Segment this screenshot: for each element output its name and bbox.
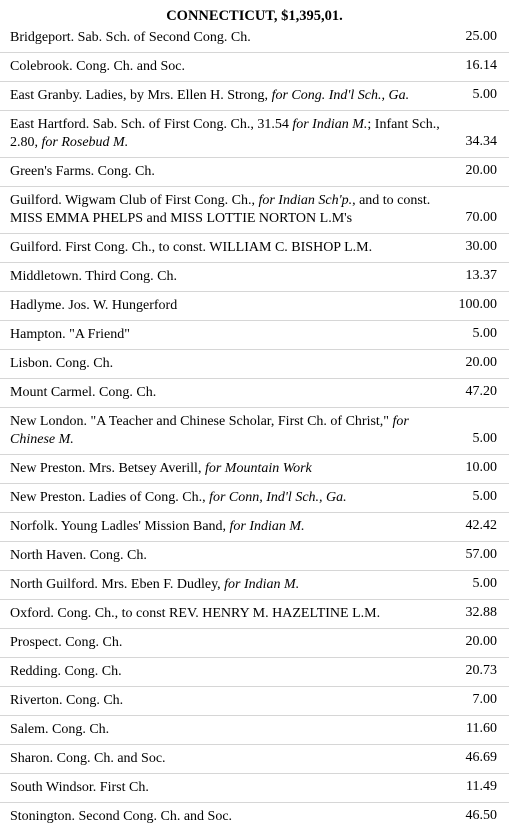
entry-description [10,269,177,284]
contribution-entry [0,233,509,262]
entry-description [10,635,122,650]
entry-text: Norfolk. Young Ladles' Mission Band, [10,519,230,534]
section-title: CONNECTICUT, $1,395,01. [166,8,343,24]
contribution-entry [0,157,509,186]
entry-amount: 57.00 [465,547,497,562]
entry-amount: 5.00 [472,431,497,446]
entry-description [10,490,347,505]
entry-description [10,606,380,621]
contribution-entry [0,802,509,831]
contribution-entry [0,378,509,407]
entry-amount: 20.00 [465,163,497,178]
entry-description [10,751,166,766]
entry-description [10,164,155,179]
entry-text: East Hartford. Sab. Sch. of First Cong. Ch., 31.54 [10,117,293,132]
entry-text: New London. "A Teacher and Chinese Scholar, First Ch. of Christ," [10,414,393,429]
contribution-entry [0,773,509,802]
entry-description [10,30,251,45]
entry-text: Hadlyme. Jos. W. Hungerford [10,298,178,313]
entry-description [10,461,312,476]
entry-text: Mount Carmel. Cong. Ch. [10,385,157,400]
entry-designation: for Cong. Ind'l Sch., Ga. [271,88,410,103]
entry-designation: for Chinese M. [10,414,409,447]
contribution-entry [0,52,509,81]
entry-designation: for Indian M. [229,519,305,534]
entry-designation: for Mountain Work [204,461,312,476]
contribution-entry [0,262,509,291]
entry-description [10,193,430,226]
entry-description [10,577,299,592]
entry-amount: 47.20 [465,384,497,399]
contribution-entry [0,407,509,454]
entry-description [10,693,123,708]
entry-text: Salem. Cong. Ch. [10,722,110,737]
contribution-entry [0,81,509,110]
contribution-entry [0,291,509,320]
contribution-list [0,24,509,831]
entry-description [10,356,113,371]
entry-text-continued: , and to const. MISS EMMA PHELPS and MISS LOTTIE NORTON L.M's [10,193,431,226]
entry-text: Middletown. Third Cong. Ch. [10,269,177,284]
entry-amount: 13.37 [465,268,497,283]
contribution-entry [0,483,509,512]
entry-amount: 25.00 [465,29,497,44]
entry-text: Stonington. Second Cong. Ch. and Soc. [10,809,233,824]
entry-amount: 100.00 [458,297,497,312]
entry-text: Bridgeport. Sab. Sch. of Second Cong. Ch. [10,30,251,45]
entry-text: New Preston. Ladies of Cong. Ch., [10,490,210,505]
entry-text: Oxford. Cong. Ch., to const REV. HENRY M. HAZELTINE L.M. [10,606,381,621]
entry-description [10,722,109,737]
entry-description [10,414,409,447]
entry-description [10,780,149,795]
contribution-entry [0,744,509,773]
entry-amount: 46.69 [465,750,497,765]
entry-text: Redding. Cong. Ch. [10,664,122,679]
entry-description [10,519,305,534]
entry-text: Green's Farms. Cong. Ch. [10,164,155,179]
contribution-entry [0,349,509,378]
entry-text: Riverton. Cong. Ch. [10,693,124,708]
entry-description [10,298,177,313]
entry-description [10,88,409,103]
entry-text: Colebrook. Cong. Ch. and Soc. [10,59,185,74]
entry-description [10,548,147,563]
entry-description [10,327,130,342]
entry-text: East Granby. Ladies, by Mrs. Ellen H. Strong, [10,88,272,103]
contribution-entry [0,320,509,349]
entry-amount: 5.00 [472,489,497,504]
entry-description [10,809,232,824]
entry-amount: 16.14 [465,58,497,73]
entry-text: North Haven. Cong. Ch. [10,548,147,563]
contribution-entry [0,657,509,686]
entry-amount: 5.00 [472,576,497,591]
entry-text: New Preston. Mrs. Betsey Averill, [10,461,205,476]
entry-amount: 5.00 [472,326,497,341]
entry-description [10,59,185,74]
entry-text: Prospect. Cong. Ch. [10,635,123,650]
entry-amount: 34.34 [465,134,497,149]
entry-description [10,664,122,679]
entry-designation-secondary: for Rosebud M. [41,135,129,150]
entry-designation: for Indian M. [292,117,368,132]
contribution-entry [0,454,509,483]
entry-amount: 30.00 [465,239,497,254]
contribution-entry [0,512,509,541]
contribution-entry [0,715,509,744]
contribution-entry [0,186,509,233]
entry-text: South Windsor. First Ch. [10,780,149,795]
entry-text-continued: ; Infant Sch., 2.80, [10,117,440,150]
entry-text: Sharon. Cong. Ch. and Soc. [10,751,166,766]
entry-amount: 20.00 [465,634,497,649]
entry-amount: 32.88 [465,605,497,620]
entry-designation: for Indian Sch'p. [258,193,353,208]
contribution-entry [0,24,509,52]
entry-text: Guilford. Wigwam Club of First Cong. Ch., [10,193,259,208]
entry-amount: 20.00 [465,355,497,370]
contribution-entry [0,541,509,570]
contribution-entry [0,110,509,157]
entry-amount: 5.00 [472,87,497,102]
entry-text: North Guilford. Mrs. Eben F. Dudley, [10,577,225,592]
contribution-entry [0,599,509,628]
entry-amount: 7.00 [472,692,497,707]
entry-amount: 70.00 [465,210,497,225]
entry-description [10,117,440,150]
entry-text: Guilford. First Cong. Ch., to const. WILLIAM C. BISHOP L.M. [10,240,373,255]
entry-designation: for Conn, Ind'l Sch., Ga. [209,490,347,505]
entry-amount: 42.42 [465,518,497,533]
contribution-entry [0,570,509,599]
contribution-entry [0,628,509,657]
entry-description [10,385,156,400]
entry-text: Hampton. "A Friend" [10,327,130,342]
contribution-entry [0,686,509,715]
entry-amount: 20.73 [465,663,497,678]
entry-amount: 10.00 [465,460,497,475]
entry-designation: for Indian M. [224,577,300,592]
entry-text: Lisbon. Cong. Ch. [10,356,114,371]
entry-description [10,240,372,255]
entry-amount: 11.60 [466,721,497,736]
entry-amount: 11.49 [466,779,497,794]
entry-amount: 46.50 [465,808,497,823]
